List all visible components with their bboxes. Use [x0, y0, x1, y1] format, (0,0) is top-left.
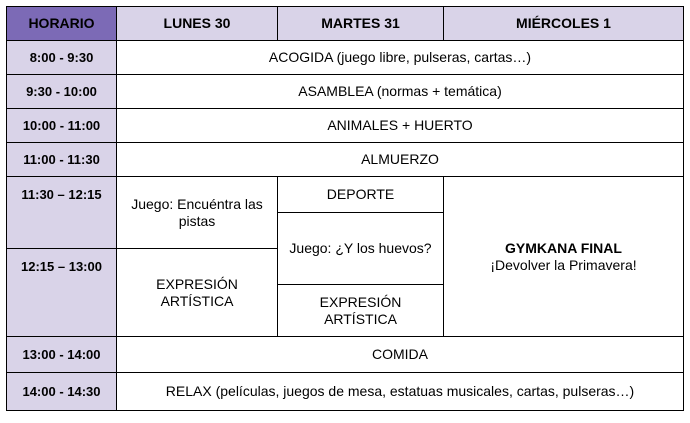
activity-cell-martes: Juego: ¿Y los huevos? — [278, 213, 444, 285]
activity-cell: ALMUERZO — [117, 143, 684, 177]
time-slot: 12:15 – 13:00 — [7, 249, 117, 337]
activity-cell-lunes: EXPRESIÓN ARTÍSTICA — [117, 249, 278, 337]
header-day-lunes: LUNES 30 — [117, 7, 278, 41]
activity-cell: ACOGIDA (juego libre, pulseras, cartas…) — [117, 41, 684, 75]
activity-cell-martes: EXPRESIÓN ARTÍSTICA — [278, 285, 444, 337]
header-day-miercoles: MIÉRCOLES 1 — [444, 7, 684, 41]
time-slot: 8:00 - 9:30 — [7, 41, 117, 75]
activity-cell-martes: DEPORTE — [278, 177, 444, 213]
time-slot: 11:00 - 11:30 — [7, 143, 117, 177]
time-slot: 11:30 – 12:15 — [7, 177, 117, 249]
header-day-martes: MARTES 31 — [278, 7, 444, 41]
schedule-row — [7, 373, 684, 411]
header-row — [7, 7, 684, 41]
time-slot: 10:00 - 11:00 — [7, 109, 117, 143]
activity-cell: ASAMBLEA (normas + temática) — [117, 75, 684, 109]
time-slot: 14:00 - 14:30 — [7, 373, 117, 411]
schedule-row — [7, 41, 684, 75]
schedule-row — [7, 143, 684, 177]
header-horario: HORARIO — [7, 7, 117, 41]
schedule-table — [6, 6, 684, 411]
activity-cell-miercoles — [444, 177, 684, 337]
schedule-row — [7, 109, 684, 143]
gymkana-subtitle: ¡Devolver la Primavera! — [490, 256, 637, 273]
schedule-row — [7, 177, 684, 213]
time-slot: 9:30 - 10:00 — [7, 75, 117, 109]
time-slot: 13:00 - 14:00 — [7, 337, 117, 373]
activity-cell-lunes: Juego: Encuéntra las pistas — [117, 177, 278, 249]
activity-cell: RELAX (películas, juegos de mesa, estatuas musicales, cartas, pulseras…) — [117, 373, 684, 411]
schedule-row — [7, 337, 684, 373]
activity-cell: COMIDA — [117, 337, 684, 373]
schedule-row — [7, 75, 684, 109]
activity-cell: ANIMALES + HUERTO — [117, 109, 684, 143]
gymkana-title: GYMKANA FINAL — [505, 239, 622, 256]
